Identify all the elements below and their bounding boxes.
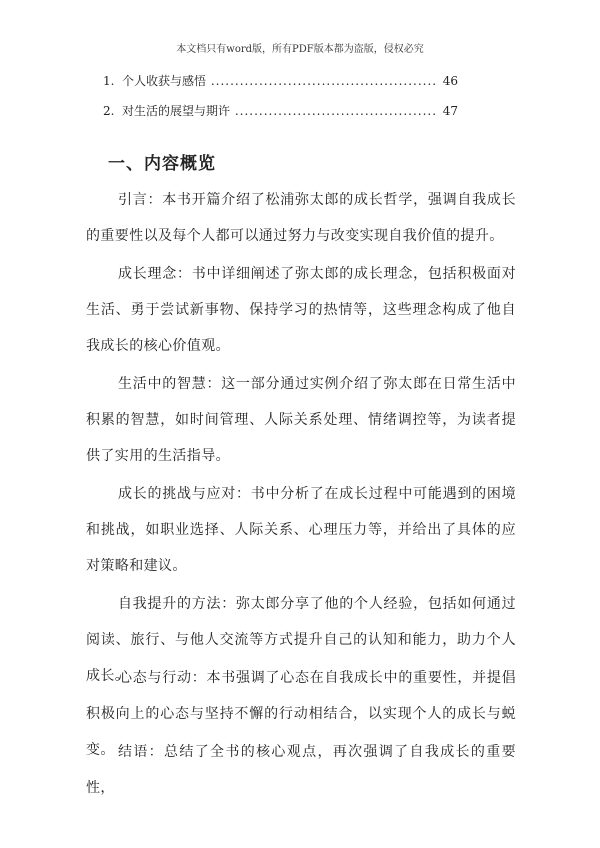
toc-entry-page: 47: [442, 104, 458, 118]
toc-entry[interactable]: [103, 102, 458, 120]
paragraph-life-wisdom: 生活中的智慧：这一部分通过实例介绍了弥太郎在日常生活中积累的智慧，如时间管理、人际关系处理、情绪调控等，为读者提供了实用的生活指导。: [86, 376, 516, 464]
section-heading: 一、内容概览: [108, 154, 216, 174]
paragraph-conclusion: 结语：总结了全书的核心观点，再次强调了自我成长的重要性，: [86, 744, 516, 796]
toc-entry-number: 1.: [103, 74, 115, 88]
paragraph-mindset-action: 心态与行动：本书强调了心态在自我成长中的重要性，并提倡积极向上的心态与坚持不懈的行动相结合，以实现个人的成长与蜕变。: [86, 670, 516, 758]
paragraph-introduction: 引言：本书开篇介绍了松浦弥太郎的成长哲学，强调自我成长的重要性以及每个人都可以通过努力与改变实现自我价值的提升。: [86, 192, 516, 244]
toc-entry[interactable]: [103, 72, 458, 90]
toc-entry-title: 对生活的展望与期许 .....: [122, 102, 436, 120]
paragraph-growth-philosophy: 成长理念：书中详细阐述了弥太郎的成长理念，包括积极面对生活、勇于尝试新事物、保持学习的热情等，这些理念构成了他自我成长的核心价值观。: [86, 266, 516, 354]
page-header: 本文档只有word版，所有PDF版本都为盗版，侵权必究: [176, 44, 424, 55]
toc-entry-number: 2.: [103, 104, 115, 118]
paragraph-challenges: 成长的挑战与应对：书中分析了在成长过程中可能遇到的困境和挑战，如职业选择、人际关系、心理压力等，并给出了具体的应对策略和建议。: [86, 486, 516, 574]
paragraph-self-improvement: 自我提升的方法：弥太郎分享了他的个人经验，包括如何通过阅读、旅行、与他人交流等方式提升自己的认知和能力，助力个人成长。: [86, 596, 516, 684]
toc-entry-page: 46: [442, 74, 458, 88]
toc-entry-title: 个人收获与感悟 .....: [122, 72, 436, 90]
